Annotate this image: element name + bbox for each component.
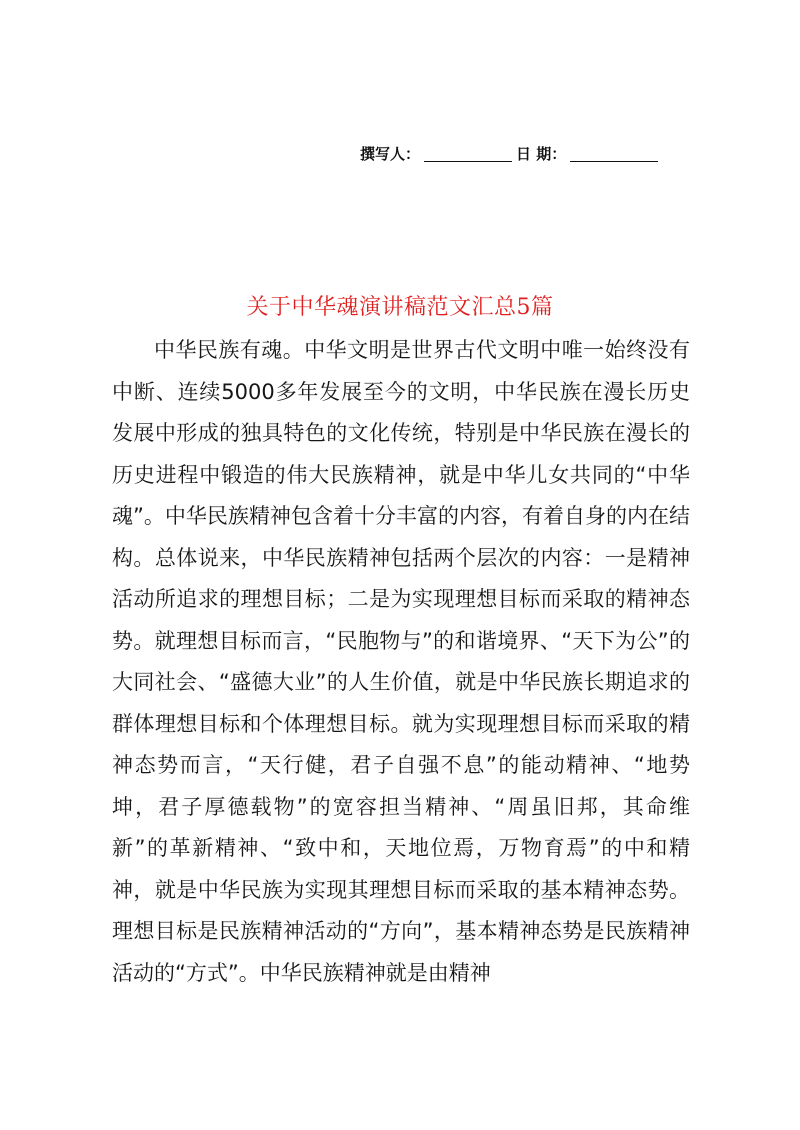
document-title: 关于中华魂演讲稿范文汇总5篇 [246,295,554,320]
date-label: 日 期： [516,145,567,163]
date-blank-field[interactable] [570,145,658,162]
author-date-line [360,138,690,164]
author-blank-field[interactable] [424,145,512,162]
author-label: 撰写人： [360,145,421,163]
body-paragraph: 中华民族有魂。中华文明是世界古代文明中唯一始终没有中断、连续5000多年发展至今的文明，中华民族在漫长历史发展中形成的独具特色的文化传统，特别是中华民族在漫长的历史进程中锻造的伟大民族精神，就是中华儿女共同的“中华魂”。中华民族精神包含着十分丰富的内容，有着自身的内在结构。总体说来，中华民族精神包括两个层次的内容：一是精神活动所追求的理想目标；二是为实现理想目标而采取的精神态势。就理想目标而言，“民胞物与”的和谐境界、“天下为公”的大同社会、“盛德大业”的人生价值，就是中华民族长期追求的群体理想目标和个体理想目标。就为实现理想目标而采取的精神态势而言，“天行健，君子自强不息”的能动精神、“地势坤，君子厚德载物”的宽容担当精神、“周虽旧邦，其命维新”的革新精神、“致中和，天地位焉，万物育焉”的中和精神，就是中华民族为实现其理想目标而采取的基本精神态势。理想目标是民族精神活动的“方向”，基本精神态势是民族精神活动的“方式”。中华民族精神就是由精神 [112,338,690,985]
